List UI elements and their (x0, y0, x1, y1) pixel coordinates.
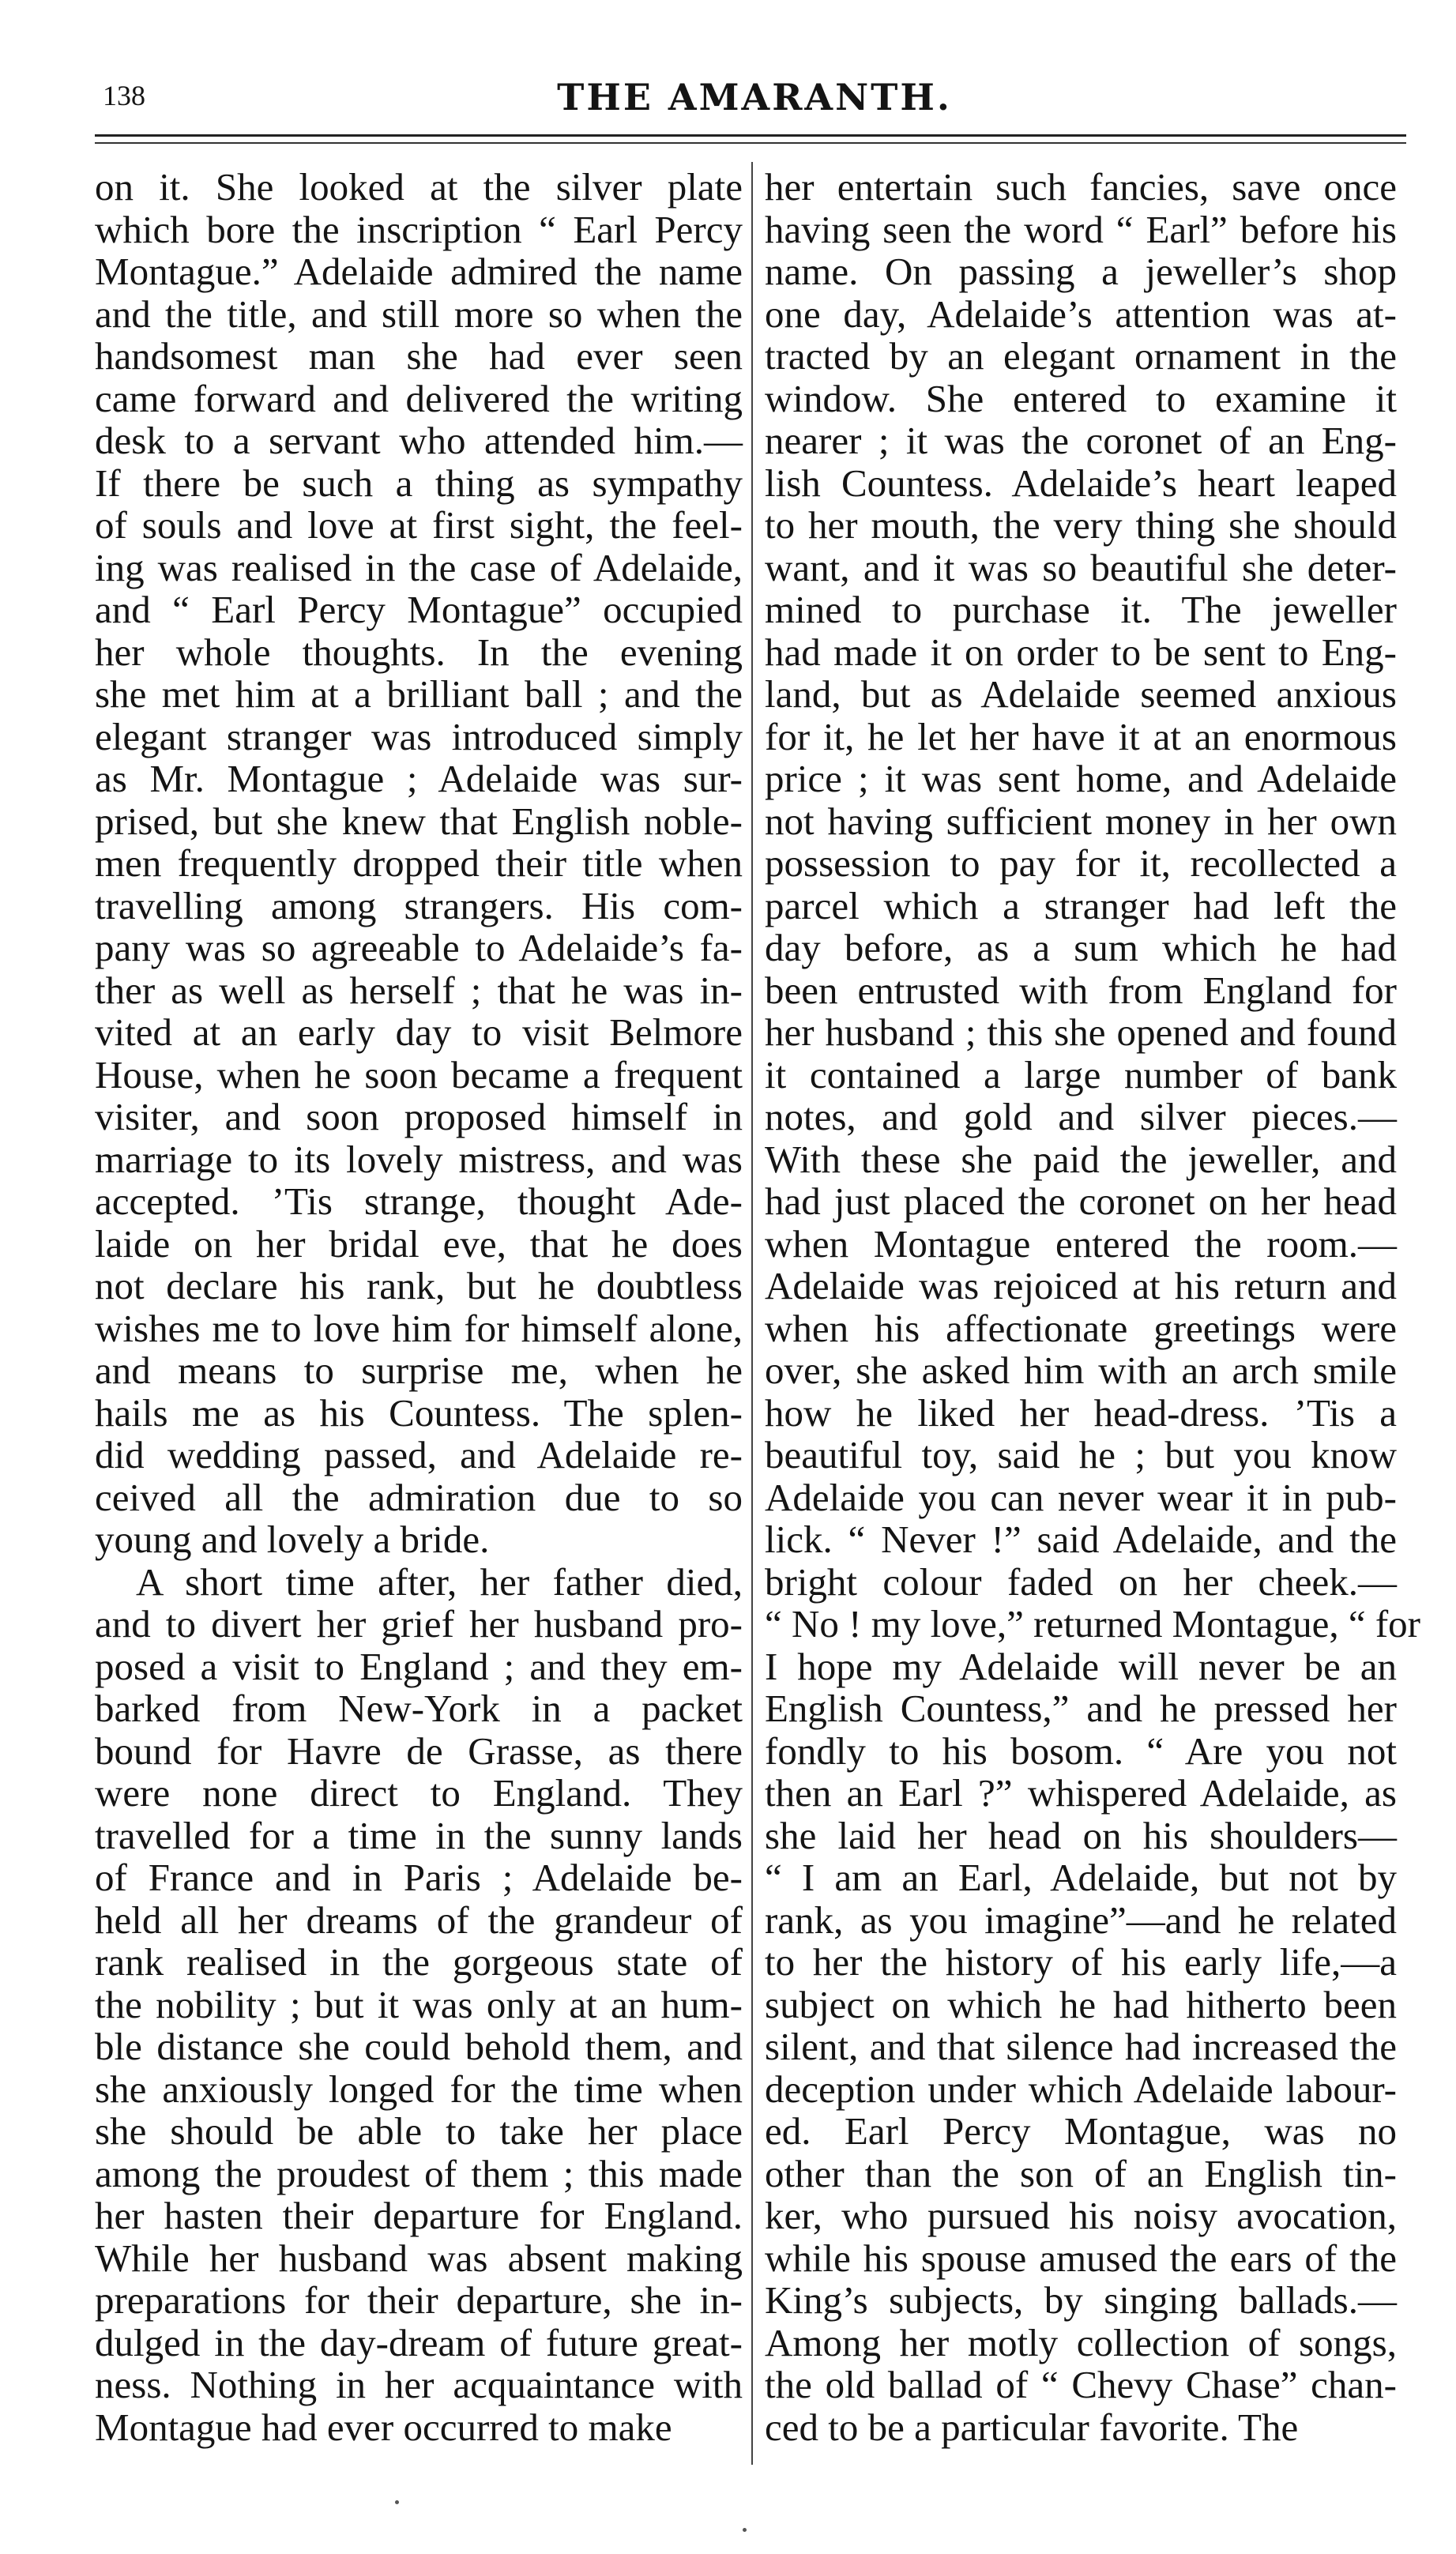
text-line: I hope my Adelaide will never be an (765, 1644, 1397, 1688)
text-line: visiter, and soon proposed himself in (95, 1095, 743, 1138)
text-line: If there be such a thing as sympathy (95, 461, 743, 505)
text-line: for it, he let her have it at an enormous (765, 714, 1397, 758)
text-line: which bore the inscription “ Earl Percy (95, 207, 743, 251)
text-line: she laid her head on his shoulders— (765, 1813, 1397, 1857)
text-line: lick. “ Never !” said Adelaide, and the (765, 1518, 1397, 1561)
text-line: ing was realised in the case of Adelaide, (95, 545, 743, 589)
text-line: when his affectionate greetings were (765, 1306, 1397, 1350)
text-line: did wedding passed, and Adelaide re- (95, 1433, 743, 1476)
text-line: vited at an early day to visit Belmore (95, 1010, 743, 1054)
text-line: price ; it was sent home, and Adelaide (765, 757, 1397, 800)
text-line: handsomest man she had ever seen (95, 334, 743, 378)
left-column (95, 166, 743, 2448)
text-line: the old ballad of “ Chevy Chase” chan- (765, 2363, 1397, 2406)
text-line: how he liked her head-dress. ’Tis a (765, 1390, 1397, 1435)
text-line: “ I am an Earl, Adelaide, but not by (765, 1856, 1397, 1899)
page-header (103, 76, 1406, 126)
text-line: wishes me to love him for himself alone, (95, 1306, 743, 1350)
text-line: travelling among strangers. His com- (95, 883, 743, 927)
text-line: name. On passing a jeweller’s shop (765, 250, 1397, 293)
text-line: desk to a servant who attended him.— (95, 419, 743, 462)
text-line: not having sufficient money in her own (765, 799, 1397, 843)
column-divider (751, 162, 753, 2465)
running-title: THE AMARANTH. (557, 76, 952, 118)
text-line: notes, and gold and silver pieces.— (765, 1095, 1397, 1138)
text-line: dulged in the day-dream of future great- (95, 2320, 743, 2364)
text-line: and means to surprise me, when he (95, 1348, 743, 1392)
text-line: posed a visit to England ; and they em- (95, 1644, 743, 1688)
text-line: she anxiously longed for the time when (95, 2067, 743, 2111)
text-line: With these she paid the jeweller, and (765, 1137, 1397, 1181)
text-line: as Mr. Montague ; Adelaide was sur- (95, 757, 743, 800)
text-line: ther as well as herself ; that he was in- (95, 968, 743, 1012)
text-line: ker, who pursued his noisy avocation, (765, 2194, 1397, 2237)
text-line: day before, as a sum which he had (765, 926, 1397, 969)
text-line: young and lovely a bride. (95, 1518, 490, 1561)
text-line: she should be able to take her place (95, 2109, 743, 2153)
text-line: of souls and love at first sight, the feel- (95, 503, 743, 547)
text-line: marriage to its lovely mistress, and was (95, 1137, 743, 1181)
text-line: possession to pay for it, recollected a (765, 841, 1397, 885)
text-line: silent, and that silence had increased the (765, 2025, 1397, 2068)
text-line: While her husband was absent making (95, 2236, 743, 2280)
text-line: then an Earl ?” whispered Adelaide, as (765, 1771, 1397, 1815)
text-line: barked from New-York in a packet (95, 1687, 743, 1730)
print-speck (743, 2528, 747, 2532)
right-column (765, 165, 1420, 2449)
text-line: she met him at a brilliant ball ; and the (95, 672, 743, 716)
header-rule-double (95, 142, 1406, 144)
text-line: fondly to his bosom. “ Are you not (765, 1728, 1397, 1773)
text-line: pany was so agreeable to Adelaide’s fa- (95, 926, 743, 969)
text-line: tracted by an elegant ornament in the (765, 334, 1397, 378)
text-line: Among her motly collection of songs, (765, 2320, 1397, 2364)
text-line: laide on her bridal eve, that he does (95, 1221, 743, 1266)
text-line: parcel which a stranger had left the (765, 883, 1397, 927)
text-line: subject on which he had hitherto been (765, 1982, 1397, 2026)
text-line: ceived all the admiration due to so (95, 1475, 743, 1519)
print-speck (395, 2500, 399, 2504)
text-line: Montague.” Adelaide admired the name (95, 250, 743, 293)
text-line: it contained a large number of bank (765, 1052, 1397, 1096)
text-line: been entrusted with from England for (765, 968, 1397, 1012)
text-line: bound for Havre de Grasse, as there (95, 1728, 743, 1773)
text-line: land, but as Adelaide seemed anxious (765, 672, 1397, 716)
text-line: of France and in Paris ; Adelaide be- (95, 1856, 743, 1899)
text-line: held all her dreams of the grandeur of (95, 1898, 743, 1942)
text-line: nearer ; it was the coronet of an Eng- (765, 419, 1397, 462)
text-line: the nobility ; but it was only at an hum- (95, 1982, 743, 2026)
text-line: prised, but she knew that English noble- (95, 799, 743, 843)
text-line: rank, as you imagine”—and he related (765, 1898, 1397, 1942)
text-line: while his spouse amused the ears of the (765, 2236, 1397, 2280)
text-line: on it. She looked at the silver plate (95, 165, 743, 209)
text-line: had just placed the coronet on her head (765, 1179, 1397, 1223)
text-line: were none direct to England. They (95, 1771, 743, 1815)
text-line: among the proudest of them ; this made (95, 2151, 743, 2195)
text-line: and the title, and still more so when the (95, 292, 743, 336)
text-line: not declare his rank, but he doubtless (95, 1264, 743, 1307)
text-line: English Countess,” and he pressed her (765, 1687, 1397, 1730)
text-line: want, and it was so beautiful she deter- (765, 545, 1397, 589)
text-line: Montague had ever occurred to make (95, 2405, 672, 2449)
text-line: over, she asked him with an arch smile (765, 1348, 1397, 1392)
text-line: other than the son of an English tin- (765, 2151, 1397, 2195)
text-line: hails me as his Countess. The splen- (95, 1390, 743, 1435)
text-line: window. She entered to examine it (765, 376, 1397, 420)
text-line: deception under which Adelaide labour- (765, 2067, 1397, 2111)
text-line: to her the history of his early life,—a (765, 1940, 1397, 1984)
text-line: beautiful toy, said he ; but you know (765, 1433, 1397, 1476)
text-line: A short time after, her father died, (136, 1559, 743, 1604)
text-line: King’s subjects, by singing ballads.— (765, 2278, 1397, 2322)
text-line: came forward and delivered the writing (95, 376, 743, 420)
text-line: bright colour faded on her cheek.— (765, 1559, 1397, 1604)
text-line: elegant stranger was introduced simply (95, 714, 743, 758)
text-line: had made it on order to be sent to Eng- (765, 630, 1397, 674)
header-rule (95, 134, 1406, 137)
text-line: ness. Nothing in her acquaintance with (95, 2363, 743, 2406)
page-number: 138 (103, 80, 145, 111)
text-line: when Montague entered the room.— (765, 1221, 1397, 1266)
text-line: ed. Earl Percy Montague, was no (765, 2109, 1397, 2153)
text-line: men frequently dropped their title when (95, 841, 743, 885)
text-line: one day, Adelaide’s attention was at- (765, 292, 1397, 336)
text-line: mined to purchase it. The jeweller (765, 588, 1397, 631)
text-line: her whole thoughts. In the evening (95, 630, 743, 674)
text-line: ble distance she could behold them, and (95, 2025, 743, 2068)
text-line: lish Countess. Adelaide’s heart leaped (765, 461, 1397, 505)
text-line: and to divert her grief her husband pro- (95, 1602, 743, 1646)
text-line: her hasten their departure for England. (95, 2194, 743, 2237)
text-line: House, when he soon became a frequent (95, 1052, 743, 1096)
text-line: her husband ; this she opened and found (765, 1010, 1397, 1054)
text-line: ced to be a particular favorite. The (765, 2405, 1299, 2449)
text-line: travelled for a time in the sunny lands (95, 1813, 743, 1857)
text-line: rank realised in the gorgeous state of (95, 1940, 743, 1984)
text-line: to her mouth, the very thing she should (765, 503, 1397, 547)
text-line: Adelaide you can never wear it in pub- (765, 1475, 1397, 1519)
text-line: Adelaide was rejoiced at his return and (765, 1264, 1397, 1307)
text-line: and “ Earl Percy Montague” occupied (95, 588, 743, 631)
text-line: accepted. ’Tis strange, thought Ade- (95, 1179, 743, 1223)
text-line: “ No ! my love,” returned Montague, “ for (765, 1602, 1420, 1646)
text-line: her entertain such fancies, save once (765, 165, 1397, 209)
text-line: having seen the word “ Earl” before his (765, 207, 1397, 251)
text-line: preparations for their departure, she in- (95, 2278, 743, 2322)
